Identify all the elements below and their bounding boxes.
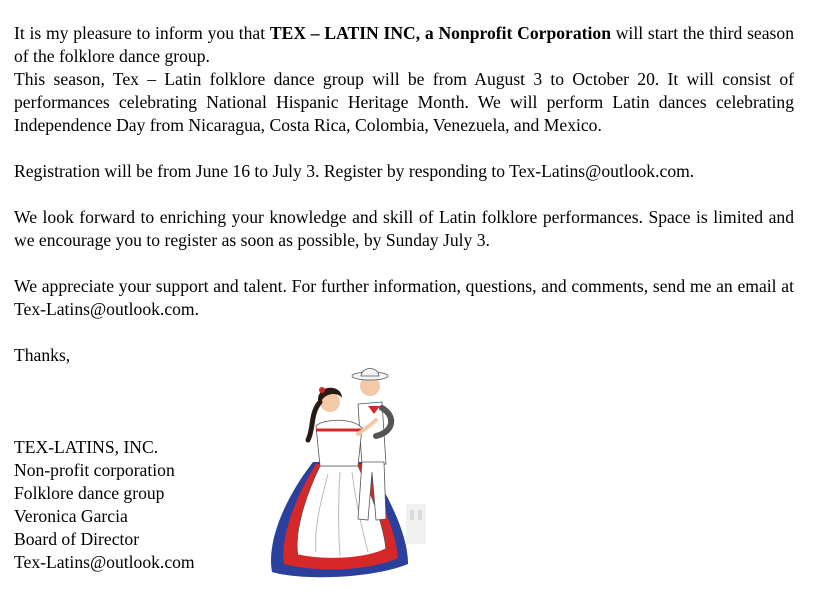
intro-text: It is my pleasure to inform you that [14, 23, 270, 43]
paragraph-enrichment: We look forward to enriching your knowledge and skill of Latin folklore performances. Space is limited and we encourage you to register as soon as possible, by Sunday July 3. [14, 207, 794, 250]
background-building [406, 504, 426, 544]
folklore-dancers-illustration [258, 344, 428, 584]
paragraph-registration: Registration will be from June 16 to July 3. Register by responding to Tex-Latins@outlook.com. [14, 161, 695, 181]
closing-thanks: Thanks, [14, 345, 71, 365]
woman-skirt [271, 462, 408, 577]
signature-title: Board of Director [14, 529, 140, 549]
paragraph-intro [14, 22, 794, 68]
signature-org: TEX-LATINS, INC. [14, 437, 159, 457]
paragraph-season: This season, Tex – Latin folklore dance group will be from August 3 to October 20. It will consist of performances celebrating National Hispanic Heritage Month. We will perform Latin dances celebrating Independence Day from Nicaragua, Costa Rica, Colombia, Venezuela, and Mexico. [14, 69, 794, 135]
signature-name: Veronica Garcia [14, 506, 128, 526]
signature-group: Folklore dance group [14, 483, 165, 503]
signature-email: Tex-Latins@outlook.com [14, 552, 195, 572]
intro-rest: will start the third season of the folklore dance group. [14, 23, 794, 66]
signature-type: Non-profit corporation [14, 460, 175, 480]
organization-name: TEX – LATIN INC, a Nonprofit Corporation [269, 23, 611, 43]
paragraph-appreciation: We appreciate your support and talent. For further information, questions, and comments, send me an email at Tex-Latins@outlook.com. [14, 276, 794, 319]
